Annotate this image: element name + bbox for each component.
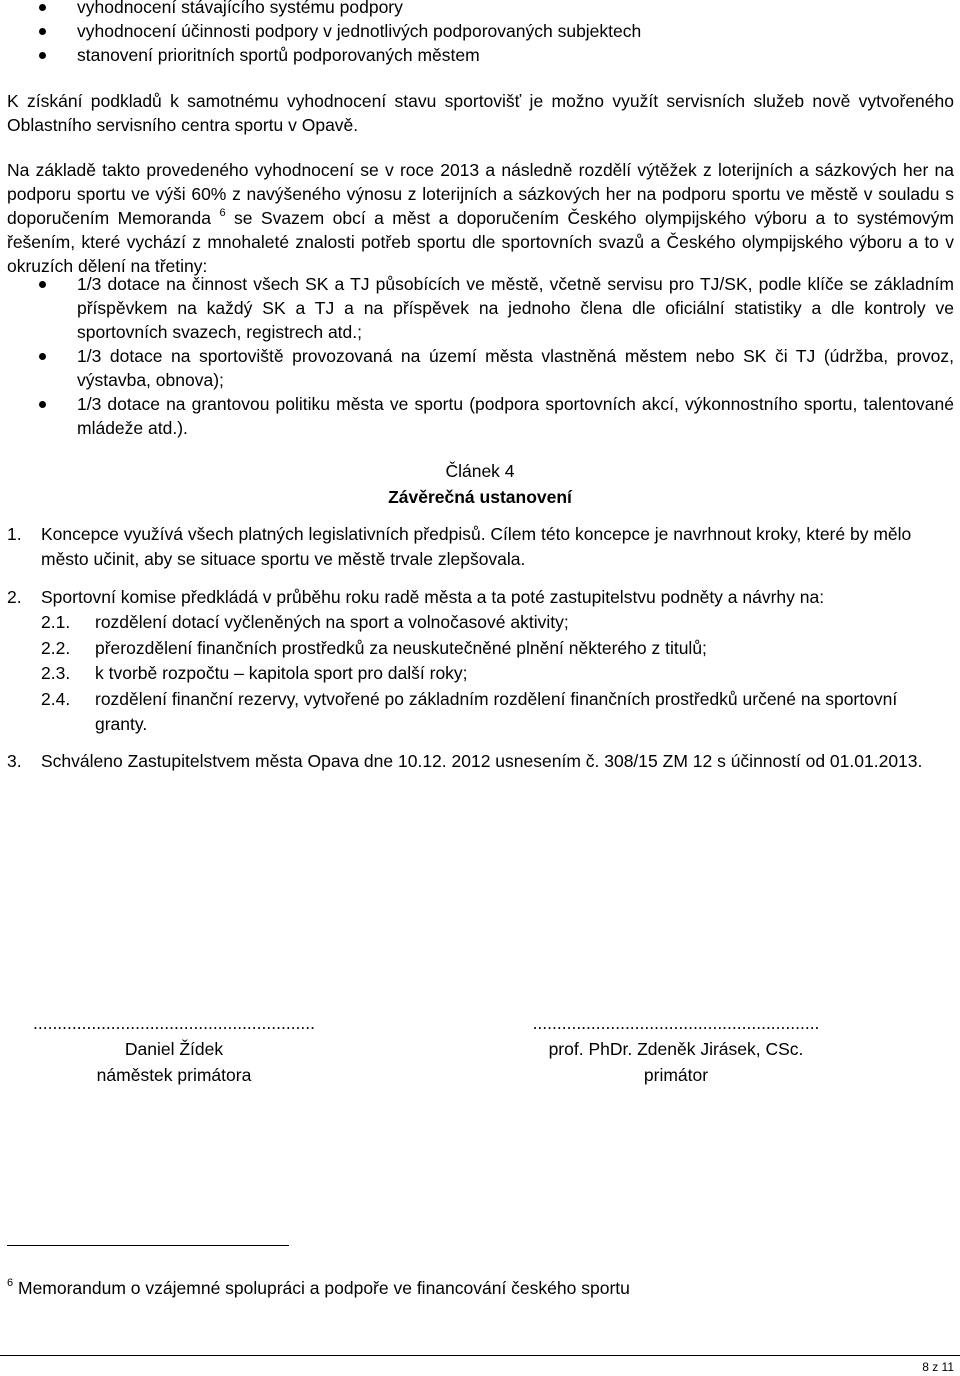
sub-item-2-1: 2.1. rozdělení dotací vyčleněných na sport a volnočasové aktivity; xyxy=(41,612,569,632)
paragraph-evaluation: Na základě takto provedeného vyhodnocení se v roce 2013 a následně rozdělí výtěžek z loterijních a sázkových her na podporu sportu ve výši 60% z navýšeného výnosu z loterijních a sázkových her na podporu sportu ve městě v souladu s doporučením Memoranda $^6$ se Svazem obcí a měst a doporučením Českého olympijského výboru a to systémovým řešením, které vychází z mnohaleté znalosti potřeb sportu dle sportovních svazů a Českého olympijského výboru a to v okruzích dělení na třetiny: xyxy=(7,160,954,276)
list-item: vyhodnocení účinnosti podpory v jednotlivých podporovaných subjektech xyxy=(0,19,960,43)
sub-item-2-3: 2.3. k tvorbě rozpočtu – kapitola sport pro další roky; xyxy=(41,663,468,683)
numbered-item-2: 2. Sportovní komise předkládá v průběhu roku radě města a ta poté zastupitelstvu podněty a návrhy na: xyxy=(7,587,825,607)
list-item: stanovení prioritních sportů podporovaných městem xyxy=(0,43,960,67)
list-item: 1/3 dotace na sportoviště provozovaná na území města vlastněná městem nebo SK či TJ (údržba, provoz, výstavba, obnova); xyxy=(0,344,960,392)
list-item: 1/3 dotace na grantovou politiku města ve sportu (podpora sportovních akcí, výkonnostního sportu, talentované mládeže atd.). xyxy=(0,392,960,440)
bullet-icon xyxy=(39,4,46,11)
footnote: $^6$ Memorandum o vzájemné spolupráci a podpoře ve financování českého sportu xyxy=(7,1277,630,1298)
footnote-marker: 6 xyxy=(7,1277,14,1289)
numbered-item-3: 3. Schváleno Zastupitelstvem města Opava dne 10.12. 2012 usnesením č. 308/15 ZM 12 s účinností od 01.01.2013. xyxy=(7,751,923,771)
signature-line: .......................................................... xyxy=(33,1013,315,1033)
signatory-role: náměstek primátora xyxy=(96,1065,252,1085)
page-number: 8 z 11 xyxy=(922,1360,954,1374)
footnote-reference: 6 xyxy=(219,207,226,219)
sub-item-2-4: 2.4. rozdělení finanční rezervy, vytvořené po základním rozdělení finančních prostředků určené na sportovní granty. xyxy=(41,689,898,734)
signature-line: ........................................................... xyxy=(532,1013,820,1033)
signature-mayor xyxy=(500,1010,852,1088)
numbered-item-1: 1. Koncepce využívá všech platných legislativních předpisů. Cílem této koncepce je navrhnout kroky, které by mělo město učinit, aby se situace sportu ve městě trvale zlepšovala. xyxy=(7,524,912,569)
footer-separator xyxy=(0,1355,960,1356)
bullet-icon xyxy=(39,28,46,35)
bullet-icon xyxy=(39,52,46,59)
signatory-name: prof. PhDr. Zdeněk Jirásek, CSc. xyxy=(548,1039,804,1059)
list-item: vyhodnocení stávajícího systému podpory xyxy=(0,0,960,19)
thirds-bullet-list xyxy=(0,272,960,440)
bullet-icon xyxy=(39,353,46,360)
signatory-name: Daniel Žídek xyxy=(124,1039,224,1059)
bullet-icon xyxy=(39,281,46,288)
paragraph-service-centre: K získání podkladů k samotnému vyhodnocení stavu sportovišť je možno využít servisních služeb nově vytvořeného Oblastního servisního centra sportu v Opavě. xyxy=(7,91,954,135)
signatory-role: primátor xyxy=(643,1065,709,1085)
bullet-icon xyxy=(39,401,46,408)
article-title: Závěrečná ustanovení xyxy=(388,487,572,507)
list-item: 1/3 dotace na činnost všech SK a TJ působících ve městě, včetně servisu pro TJ/SK, podle klíče se základním příspěvkem na každý SK a TJ a na příspěvek na jednoho člena dle oficiální statistiky a dle kontroly ve sportovních svazech, registrech atd.; xyxy=(0,272,960,344)
criteria-bullet-list xyxy=(0,0,960,67)
article-number: Článek 4 xyxy=(445,461,515,481)
sub-item-2-2: 2.2. přerozdělení finančních prostředků za neuskutečněné plnění některého z titulů; xyxy=(41,638,707,658)
footnote-separator xyxy=(7,1245,289,1246)
signature-deputy-mayor xyxy=(0,1010,348,1088)
